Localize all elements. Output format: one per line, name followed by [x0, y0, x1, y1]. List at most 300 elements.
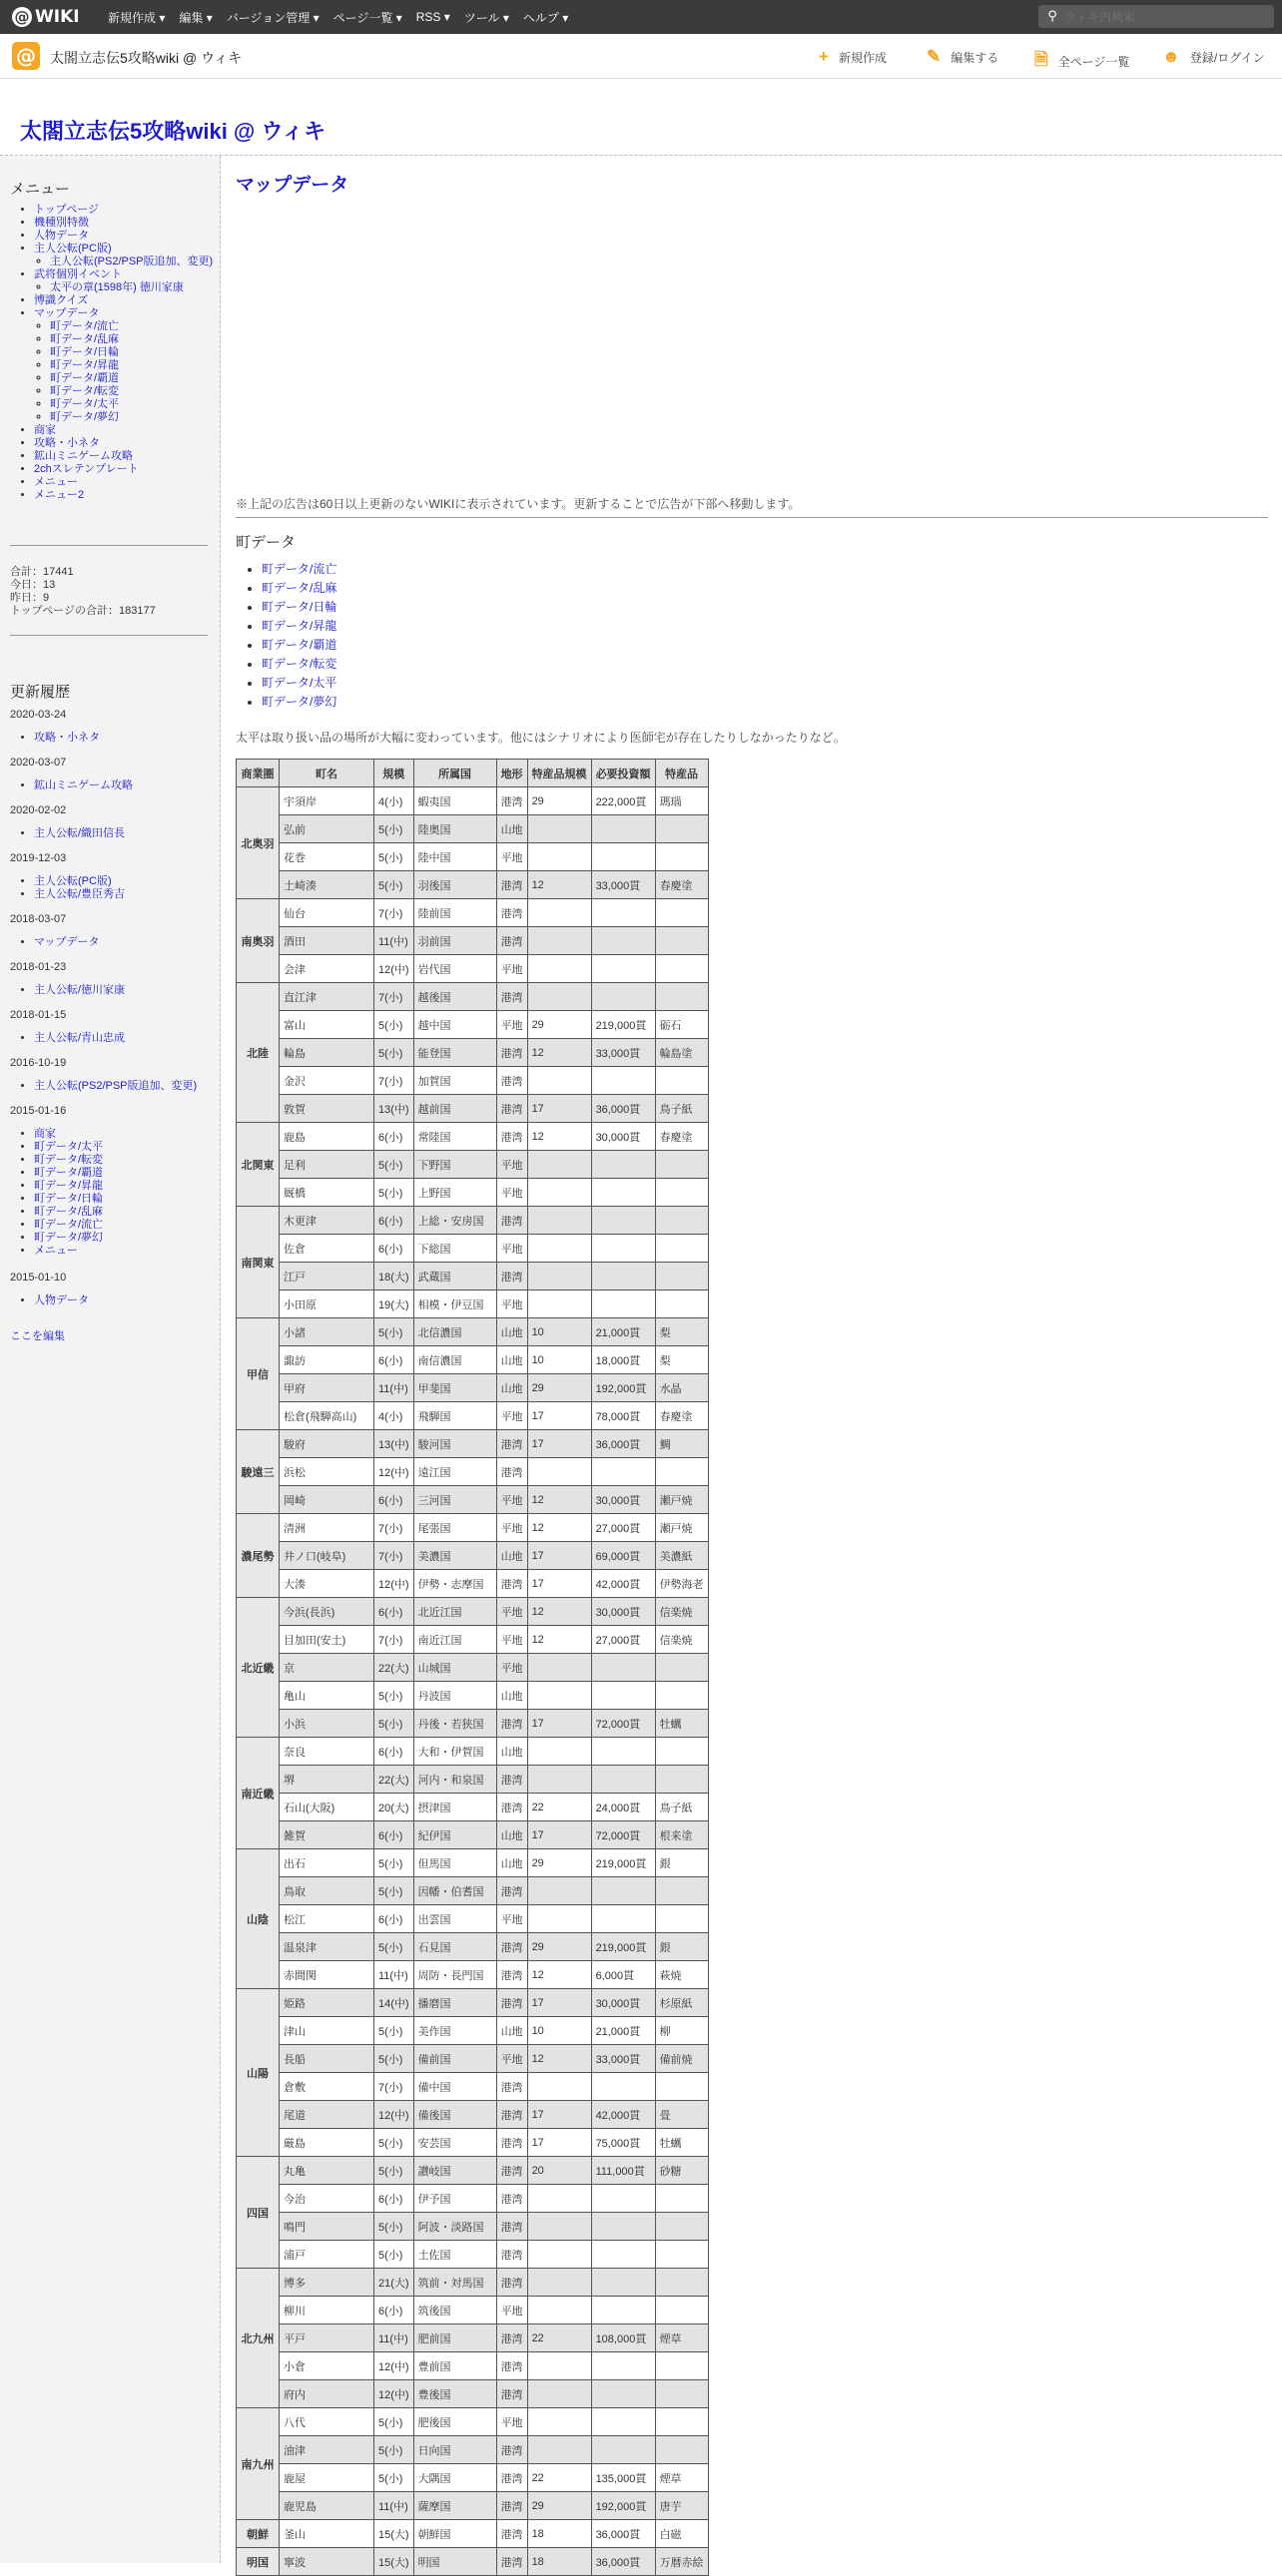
update-link[interactable]: 主人公転/豊臣秀吉 [34, 888, 126, 900]
sidebar-item [34, 307, 213, 424]
sidebar-item [34, 450, 213, 463]
table-row [237, 2241, 709, 2269]
table-cell [591, 1766, 655, 1794]
table-cell: 甲府 [280, 1374, 374, 1402]
table-cell: 22(大) [374, 1766, 414, 1794]
table-cell: 5(小) [374, 871, 414, 899]
table-cell [655, 1067, 708, 1095]
table-cell: 備前焼 [655, 2045, 708, 2073]
table-cell: 梨 [655, 1346, 708, 1374]
table-cell: 12 [527, 1123, 591, 1151]
search-icon[interactable]: ⚲ [1047, 9, 1057, 24]
table-cell: 但馬国 [413, 1849, 496, 1877]
table-cell: 17 [527, 1542, 591, 1570]
table-row [237, 1263, 709, 1290]
table-cell: 5(小) [374, 1849, 414, 1877]
wiki-logo-text: WIKI [35, 7, 80, 27]
table-cell: 下野国 [413, 1151, 496, 1179]
table-cell: 42,000貫 [591, 1570, 655, 1598]
table-row [237, 1039, 709, 1067]
table-cell: 宇須岸 [280, 787, 374, 815]
menu-tools[interactable]: ツール ▾ [463, 10, 509, 25]
sidebar-link-town[interactable]: 町データ/乱麻 [50, 333, 120, 345]
table-cell: 11(中) [374, 2492, 414, 2520]
sidebar-link-menu2[interactable]: メニュー2 [34, 489, 85, 501]
table-cell [591, 2380, 655, 2408]
table-cell: 京 [280, 1654, 374, 1682]
table-cell [591, 1905, 655, 1933]
region-cell: 明国 [237, 2548, 280, 2576]
table-cell [527, 815, 591, 843]
sidebar-link-town[interactable]: 町データ/転変 [50, 385, 120, 397]
table-cell: 港湾 [496, 1123, 527, 1151]
table-cell: 5(小) [374, 2241, 414, 2269]
table-cell: 11(中) [374, 927, 414, 955]
table-cell: 12 [527, 1626, 591, 1654]
table-cell: 192,000貫 [591, 2492, 655, 2520]
table-cell [655, 1263, 708, 1290]
table-cell [655, 1654, 708, 1682]
access-counter [10, 566, 156, 618]
table-cell: 5(小) [374, 1179, 414, 1207]
table-cell: 12 [527, 1514, 591, 1542]
table-cell: 萩焼 [655, 1961, 708, 1989]
table-cell: 明国 [413, 2548, 496, 2576]
search-input[interactable] [1062, 9, 1266, 25]
sidebar-link-town[interactable]: 町データ/昇龍 [50, 359, 120, 371]
table-cell: 5(小) [374, 843, 414, 871]
table-cell: 鯛 [655, 1430, 708, 1458]
table-cell: 尾道 [280, 2101, 374, 2129]
update-list [10, 1294, 89, 1307]
table-cell [655, 843, 708, 871]
sidebar-link-platform[interactable]: 機種別特徴 [34, 217, 89, 229]
table-cell: 今浜(長浜) [280, 1598, 374, 1626]
wiki-site-icon[interactable]: @ [12, 42, 40, 70]
table-cell: 駿河国 [413, 1430, 496, 1458]
town-link[interactable]: 町データ/昇龍 [262, 619, 337, 633]
table-cell [655, 983, 708, 1011]
table-cell: 18(大) [374, 1263, 414, 1290]
update-link[interactable]: 町データ/転変 [34, 1154, 104, 1166]
table-row [237, 2352, 709, 2380]
menu-pagelist[interactable]: ページ一覧 ▾ [332, 10, 402, 25]
table-cell: 港湾 [496, 2213, 527, 2241]
update-date: 2020-03-07 [10, 757, 67, 769]
sidebar-menu-title: メニュー [10, 181, 71, 198]
table-cell: 29 [527, 787, 591, 815]
table-cell [655, 2241, 708, 2269]
table-cell: 港湾 [496, 1095, 527, 1123]
sidebar-link-hero-ps2[interactable]: 主人公転(PS2/PSP版追加、変更) [50, 256, 214, 267]
table-cell: 10 [527, 2017, 591, 2045]
table-cell [655, 2213, 708, 2241]
sidebar-link-town[interactable]: 町データ/夢幻 [50, 411, 120, 423]
sidebar-link-mining[interactable]: 鉱山ミニゲーム攻略 [34, 450, 133, 462]
table-cell: 17 [527, 1989, 591, 2017]
top-navigation-bar [0, 0, 1282, 34]
table-row [237, 2464, 709, 2492]
table-cell: 諏訪 [280, 1346, 374, 1374]
table-cell: 5(小) [374, 2129, 414, 2157]
table-cell [591, 1179, 655, 1207]
update-link[interactable]: マップデータ [34, 936, 100, 948]
table-cell: 6,000貫 [591, 1961, 655, 1989]
table-cell [591, 1654, 655, 1682]
table-cell: 13(中) [374, 1430, 414, 1458]
table-cell [591, 2185, 655, 2213]
sidebar-item [34, 476, 213, 489]
update-link[interactable]: 町データ/昇龍 [34, 1180, 104, 1192]
table-cell [527, 1877, 591, 1905]
sidebar-link-quiz[interactable]: 博識クイズ [34, 294, 89, 306]
sidebar-link-tips[interactable]: 攻略・小ネタ [34, 437, 100, 449]
column-header: 特産品規模 [527, 760, 591, 787]
counter-total: 合計：17441 [10, 566, 74, 578]
table-cell: 河内・和泉国 [413, 1766, 496, 1794]
menu-help[interactable]: ヘルプ ▾ [522, 10, 569, 25]
new-page-button[interactable] [819, 47, 887, 67]
table-cell: 港湾 [496, 2157, 527, 2185]
table-cell [591, 2436, 655, 2464]
table-row [237, 1682, 709, 1710]
sidebar-link-map[interactable]: マップデータ [34, 307, 100, 319]
table-cell [591, 2269, 655, 2297]
table-cell: 15(大) [374, 2548, 414, 2576]
table-cell: 今治 [280, 2185, 374, 2213]
region-cell: 南近畿 [237, 1738, 280, 1849]
update-link[interactable]: 町データ/日輪 [34, 1193, 104, 1205]
table-cell: 山地 [496, 1318, 527, 1346]
table-row [237, 2017, 709, 2045]
table-cell: 唐芋 [655, 2492, 708, 2520]
table-row [237, 2324, 709, 2352]
table-cell: 豊後国 [413, 2380, 496, 2408]
table-cell: 陸奥国 [413, 815, 496, 843]
sidebar-link-hero-pc[interactable]: 主人公転(PC版) [34, 243, 112, 255]
table-cell [527, 1151, 591, 1179]
table-cell: 6(小) [374, 1486, 414, 1514]
town-link[interactable]: 町データ/乱麻 [262, 581, 337, 595]
table-cell: 17 [527, 1570, 591, 1598]
table-cell: 平地 [496, 1514, 527, 1542]
table-cell: 6(小) [374, 2297, 414, 2324]
table-cell: 6(小) [374, 1346, 414, 1374]
table-cell [655, 1682, 708, 1710]
menu-new[interactable]: 新規作成 ▾ [108, 10, 166, 25]
table-cell [591, 1290, 655, 1318]
table-cell: 36,000貫 [591, 1095, 655, 1123]
table-cell: 5(小) [374, 1933, 414, 1961]
sidebar-link-2ch[interactable]: 2chスレテンプレート [34, 463, 139, 475]
table-cell: 港湾 [496, 2101, 527, 2129]
column-header: 規模 [374, 760, 414, 787]
plus-icon: + [819, 47, 829, 66]
table-row [237, 2073, 709, 2101]
table-cell: 飛騨国 [413, 1402, 496, 1430]
table-cell: 油津 [280, 2436, 374, 2464]
wiki-logo[interactable] [12, 6, 80, 28]
table-cell: 36,000貫 [591, 1430, 655, 1458]
table-cell: 港湾 [496, 787, 527, 815]
town-link[interactable]: 町データ/覇道 [262, 638, 337, 652]
update-link[interactable]: 商家 [34, 1128, 56, 1140]
sidebar-item [34, 204, 213, 217]
sidebar-link-town[interactable]: 町データ/太平 [50, 398, 120, 410]
update-link[interactable]: 主人公転/青山忠成 [34, 1032, 126, 1044]
region-cell: 山陽 [237, 1989, 280, 2157]
update-link[interactable]: 人物データ [34, 1294, 89, 1306]
update-list [10, 779, 133, 792]
menu-version[interactable]: バージョン管理 ▾ [226, 10, 320, 25]
town-link[interactable]: 町データ/夢幻 [262, 695, 337, 709]
region-cell: 南奥羽 [237, 899, 280, 983]
wiki-site-title[interactable]: 太閤立志伝5攻略wiki @ ウィキ [50, 50, 243, 66]
sidebar-link-top[interactable]: トップページ [34, 204, 100, 216]
sidebar-link-people[interactable]: 人物データ [34, 230, 89, 242]
table-cell: 姫路 [280, 1989, 374, 2017]
sidebar-link-merchant[interactable]: 商家 [34, 424, 56, 436]
town-link[interactable]: 町データ/流亡 [262, 562, 337, 576]
table-cell: 富山 [280, 1011, 374, 1039]
update-link[interactable]: 主人公転/織田信長 [34, 827, 126, 839]
sidebar-item [34, 268, 213, 294]
table-cell: 69,000貫 [591, 1542, 655, 1570]
table-cell: 浜松 [280, 1458, 374, 1486]
table-cell: 6(小) [374, 1123, 414, 1151]
table-cell: 港湾 [496, 2492, 527, 2520]
table-cell [591, 2408, 655, 2436]
table-cell: 亀山 [280, 1682, 374, 1710]
update-link[interactable]: 町データ/覇道 [34, 1167, 104, 1179]
table-cell: 港湾 [496, 1067, 527, 1095]
login-button[interactable] [1162, 47, 1265, 67]
sidebar-subitem [50, 385, 213, 398]
update-link[interactable]: 鉱山ミニゲーム攻略 [34, 779, 133, 791]
update-link[interactable]: 町データ/流亡 [34, 1219, 104, 1231]
table-cell: 小諸 [280, 1318, 374, 1346]
table-cell: 上野国 [413, 1179, 496, 1207]
edit-page-button[interactable] [927, 47, 998, 67]
update-date: 2018-03-07 [10, 913, 67, 925]
table-cell: 牡蠣 [655, 2129, 708, 2157]
page-title[interactable]: マップデータ [236, 175, 349, 196]
table-cell: 南近江国 [413, 1626, 496, 1654]
table-cell: 5(小) [374, 2045, 414, 2073]
sidebar-link-event-ieyasu[interactable]: 太平の章(1598年) 徳川家康 [50, 281, 184, 293]
counter-today: 今日：13 [10, 579, 56, 591]
table-cell: 13(中) [374, 1095, 414, 1123]
update-link[interactable]: 町データ/太平 [34, 1141, 104, 1153]
table-row [237, 955, 709, 983]
update-date: 2015-01-16 [10, 1105, 67, 1117]
update-link[interactable]: 主人公転(PC版) [34, 875, 112, 887]
table-cell: 219,000貫 [591, 1849, 655, 1877]
table-cell [591, 1458, 655, 1486]
update-link[interactable]: 主人公転(PS2/PSP版追加、変更) [34, 1080, 198, 1092]
table-cell: 博多 [280, 2269, 374, 2297]
table-cell: 6(小) [374, 1738, 414, 1766]
sidebar-item [34, 294, 213, 307]
region-cell: 北近畿 [237, 1598, 280, 1738]
region-cell: 山陰 [237, 1849, 280, 1989]
table-row [237, 2157, 709, 2185]
table-row [237, 927, 709, 955]
update-date: 2018-01-15 [10, 1009, 67, 1021]
sidebar-item [34, 437, 213, 450]
table-cell [527, 983, 591, 1011]
table-cell: 出雲国 [413, 1905, 496, 1933]
counter-yesterday: 昨日：9 [10, 592, 50, 604]
sidebar-link-menu[interactable]: メニュー [34, 476, 78, 488]
town-link[interactable]: 町データ/転変 [262, 657, 337, 671]
sidebar-link-town[interactable]: 町データ/覇道 [50, 372, 120, 384]
table-cell: 堺 [280, 1766, 374, 1794]
update-list [10, 1080, 197, 1093]
table-cell: 10 [527, 1318, 591, 1346]
sidebar-subitem [50, 320, 213, 333]
table-row [237, 899, 709, 927]
update-link[interactable]: メニュー [34, 1245, 78, 1257]
table-cell: 港湾 [496, 899, 527, 927]
table-row [237, 2408, 709, 2436]
table-cell [527, 2073, 591, 2101]
table-cell: 30,000貫 [591, 1486, 655, 1514]
table-cell: 5(小) [374, 2408, 414, 2436]
sidebar-link-town[interactable]: 町データ/流亡 [50, 320, 120, 332]
table-cell: 平地 [496, 955, 527, 983]
table-cell: 赤間関 [280, 1961, 374, 1989]
wiki-title-link[interactable]: 太閤立志伝5攻略wiki @ ウィキ [20, 119, 326, 144]
update-link[interactable]: 町データ/夢幻 [34, 1232, 104, 1244]
menu-edit[interactable]: 編集 ▾ [179, 10, 213, 25]
table-cell: 5(小) [374, 1710, 414, 1738]
table-cell: 港湾 [496, 2436, 527, 2464]
update-list [10, 984, 125, 997]
update-link[interactable]: 主人公転/徳川家康 [34, 984, 126, 996]
table-row [237, 787, 709, 815]
table-cell: 備前国 [413, 2045, 496, 2073]
region-cell: 甲信 [237, 1318, 280, 1430]
region-cell: 南関東 [237, 1207, 280, 1318]
table-cell: 平地 [496, 1598, 527, 1626]
sidebar-link-events[interactable]: 武将個別イベント [34, 268, 122, 280]
town-link[interactable]: 町データ/日輪 [262, 600, 337, 614]
table-cell: 33,000貫 [591, 1039, 655, 1067]
table-row [237, 2548, 709, 2576]
all-pages-button[interactable] [1034, 47, 1129, 76]
table-cell: 港湾 [496, 1710, 527, 1738]
table-cell [527, 1654, 591, 1682]
update-date: 2015-01-10 [10, 1272, 67, 1284]
table-row [237, 815, 709, 843]
table-row [237, 843, 709, 871]
table-cell [591, 1067, 655, 1095]
update-link[interactable]: 町データ/乱麻 [34, 1206, 104, 1218]
counter-toppage: トップページの合計：183177 [10, 605, 156, 617]
table-cell: 平地 [496, 1235, 527, 1263]
table-row [237, 1430, 709, 1458]
sidebar-link-town[interactable]: 町データ/日輪 [50, 346, 120, 358]
table-cell: 石山(大阪) [280, 1794, 374, 1821]
region-cell: 北関東 [237, 1123, 280, 1207]
table-cell: 播磨国 [413, 1989, 496, 2017]
table-cell: 12 [527, 1598, 591, 1626]
table-cell: 美作国 [413, 2017, 496, 2045]
table-cell [527, 955, 591, 983]
column-header: 必要投資額 [591, 760, 655, 787]
table-cell [527, 1905, 591, 1933]
table-cell: 19(大) [374, 1290, 414, 1318]
table-cell: 尾張国 [413, 1514, 496, 1542]
table-row [237, 1402, 709, 1430]
table-cell: 松倉(飛騨高山) [280, 1402, 374, 1430]
table-cell: 豊前国 [413, 2352, 496, 2380]
updates-title: 更新履歴 [10, 684, 71, 701]
table-cell [591, 1738, 655, 1766]
table-cell: 12(中) [374, 1570, 414, 1598]
table-cell: 5(小) [374, 2436, 414, 2464]
menu-rss[interactable]: RSS ▾ [415, 10, 450, 24]
update-date: 2020-02-02 [10, 804, 67, 816]
new-page-label: 新規作成 [838, 50, 887, 65]
table-cell [655, 1738, 708, 1766]
table-cell: 港湾 [496, 1263, 527, 1290]
table-cell: 港湾 [496, 2380, 527, 2408]
table-cell [591, 1207, 655, 1235]
table-row [237, 2213, 709, 2241]
column-header: 所属国 [413, 760, 496, 787]
update-list [10, 875, 125, 901]
table-cell [591, 983, 655, 1011]
table-cell [655, 1207, 708, 1235]
table-cell: 上総・安房国 [413, 1207, 496, 1235]
table-cell [527, 2185, 591, 2213]
table-cell: 大隅国 [413, 2464, 496, 2492]
table-cell: 鹿屋 [280, 2464, 374, 2492]
update-date: 2016-10-19 [10, 1057, 67, 1069]
update-list [10, 732, 100, 745]
table-cell: 奈良 [280, 1738, 374, 1766]
table-cell: 港湾 [496, 983, 527, 1011]
table-cell: 砺石 [655, 1011, 708, 1039]
column-header: 特産品 [655, 760, 708, 787]
table-cell [527, 2408, 591, 2436]
table-cell: 36,000貫 [591, 2548, 655, 2576]
table-cell [655, 1877, 708, 1905]
update-link[interactable]: 攻略・小ネタ [34, 732, 100, 744]
table-cell: 根来塗 [655, 1821, 708, 1849]
table-cell: 砂糖 [655, 2157, 708, 2185]
edit-sidebar-link[interactable]: ここを編集 [10, 1330, 65, 1342]
table-cell: 21(大) [374, 2269, 414, 2297]
table-row [237, 1766, 709, 1794]
table-cell: 羽後国 [413, 871, 496, 899]
table-cell: 因幡・伯耆国 [413, 1877, 496, 1905]
table-row [237, 2492, 709, 2520]
table-cell: 29 [527, 1849, 591, 1877]
table-cell: 佐倉 [280, 1235, 374, 1263]
table-cell: 信楽焼 [655, 1598, 708, 1626]
town-link[interactable]: 町データ/太平 [262, 676, 337, 690]
at-logo-icon: @ [12, 7, 32, 27]
sidebar-menu-list [10, 204, 213, 502]
table-cell: 17 [527, 1710, 591, 1738]
table-cell: 薩摩国 [413, 2492, 496, 2520]
update-list [10, 827, 125, 840]
table-cell: 春慶塗 [655, 871, 708, 899]
table-cell: 山地 [496, 815, 527, 843]
